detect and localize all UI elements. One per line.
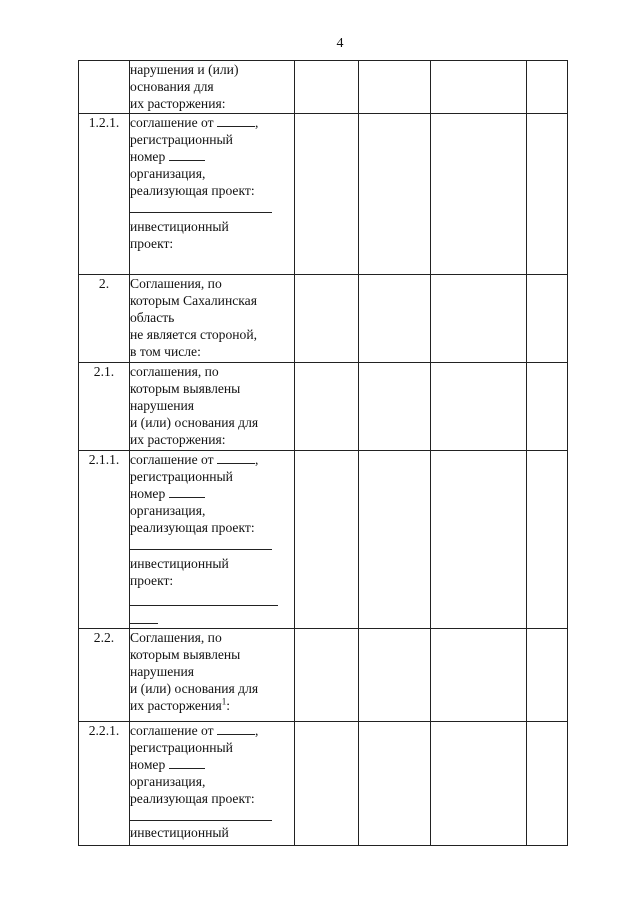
row-number: 2.2.1. (79, 721, 130, 845)
empty-cell (527, 721, 568, 845)
table-row (79, 721, 568, 845)
empty-cell (527, 274, 568, 362)
row-description: соглашение от , регистрационный номер организация, реализующая проект: инвестиционный проект: (130, 113, 295, 274)
table-row (79, 450, 568, 628)
table-row (79, 362, 568, 450)
table-row (79, 113, 568, 274)
empty-cell (527, 113, 568, 274)
row-number: 2.1. (79, 362, 130, 450)
blank-number (169, 148, 205, 161)
row-description: нарушения и (или) основания для их расторжения: (130, 61, 295, 114)
empty-cell (359, 721, 431, 845)
blank-project (130, 595, 278, 606)
empty-cell (359, 362, 431, 450)
row-number (79, 61, 130, 114)
empty-cell (431, 721, 527, 845)
blank-project-continued (130, 613, 158, 624)
empty-cell (359, 274, 431, 362)
blank-organization (130, 539, 272, 550)
blank-date (217, 451, 255, 464)
empty-cell (359, 450, 431, 628)
empty-cell (527, 628, 568, 721)
row-description: соглашение от , регистрационный номер организация, реализующая проект: инвестиционный (130, 721, 295, 845)
table-row (79, 274, 568, 362)
empty-cell (431, 274, 527, 362)
blank-date (217, 722, 255, 735)
empty-cell (431, 61, 527, 114)
footnote-marker: 1 (221, 696, 227, 707)
empty-cell (431, 362, 527, 450)
table-row (79, 628, 568, 721)
row-number: 2.2. (79, 628, 130, 721)
blank-number (169, 756, 205, 769)
empty-cell (359, 61, 431, 114)
blank-date (217, 114, 255, 127)
empty-cell (431, 628, 527, 721)
row-description: Соглашения, по которым выявлены нарушения и (или) основания для их расторжения$^1$: (130, 628, 295, 721)
empty-cell (295, 450, 359, 628)
empty-cell (527, 61, 568, 114)
report-table (78, 60, 568, 846)
row-number: 2.1.1. (79, 450, 130, 628)
blank-organization (130, 202, 272, 213)
empty-cell (295, 362, 359, 450)
blank-organization (130, 810, 272, 821)
empty-cell (359, 628, 431, 721)
page-number: 4 (336, 36, 344, 51)
empty-cell (527, 362, 568, 450)
table-row (79, 61, 568, 114)
empty-cell (295, 628, 359, 721)
empty-cell (527, 450, 568, 628)
empty-cell (431, 450, 527, 628)
empty-cell (295, 113, 359, 274)
row-description: Соглашения, по которым Сахалинская область не является стороной, в том числе: (130, 274, 295, 362)
empty-cell (295, 274, 359, 362)
empty-cell (359, 113, 431, 274)
empty-cell (295, 61, 359, 114)
row-description: соглашение от , регистрационный номер организация, реализующая проект: инвестиционный проект: (130, 450, 295, 628)
blank-number (169, 485, 205, 498)
empty-cell (295, 721, 359, 845)
row-number: 1.2.1. (79, 113, 130, 274)
row-number: 2. (79, 274, 130, 362)
row-description: соглашения, по которым выявлены нарушения и (или) основания для их расторжения: (130, 362, 295, 450)
empty-cell (431, 113, 527, 274)
